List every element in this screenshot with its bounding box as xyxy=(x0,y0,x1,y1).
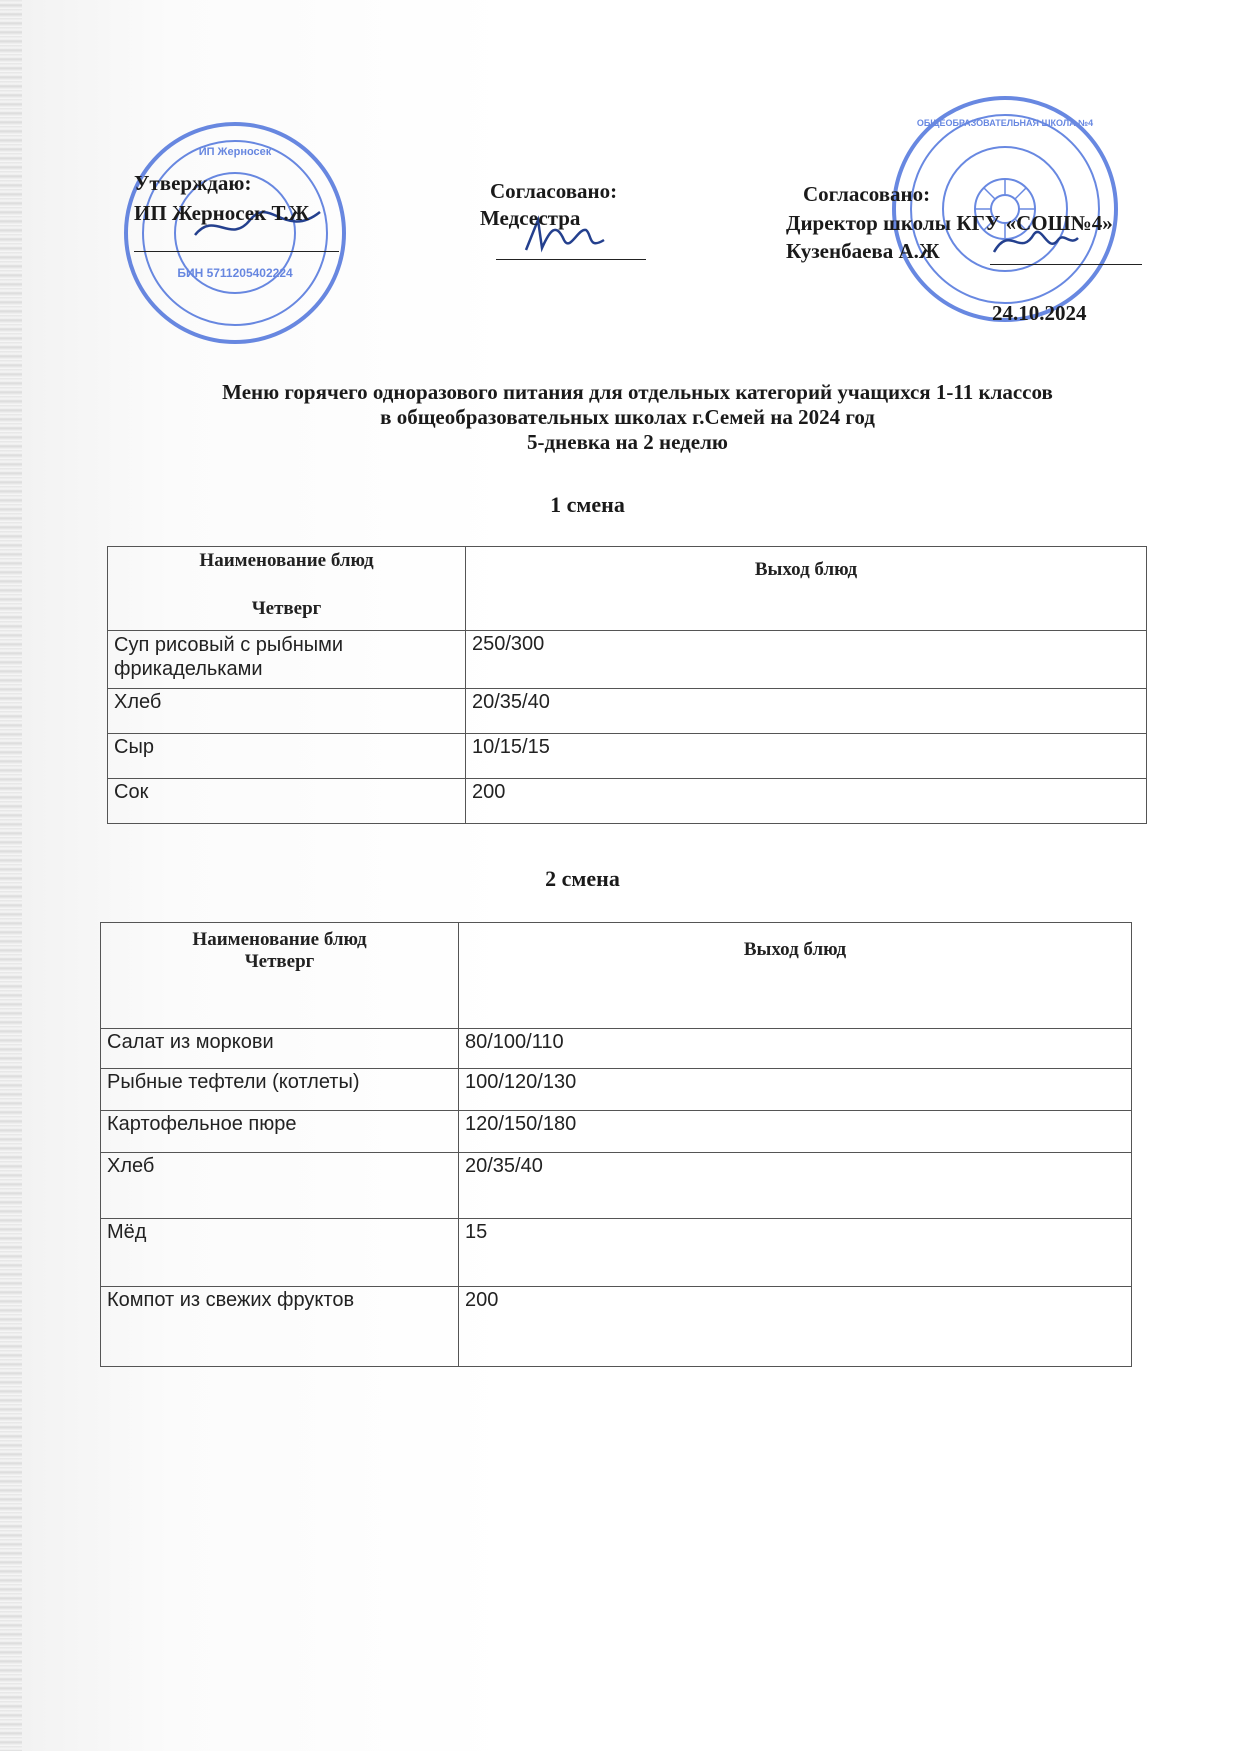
approval-left-signature-line xyxy=(134,251,339,252)
shift1-heading: 1 смена xyxy=(550,492,625,517)
left-stamp-name: ИП Жерносек xyxy=(198,146,272,158)
table-header-row xyxy=(101,923,1132,1029)
portion-header-label: Выход блюд xyxy=(743,939,847,960)
dish-name: Хлеб xyxy=(108,689,466,734)
portion: 15 xyxy=(459,1219,1132,1287)
dish-name: Суп рисовый с рыбными фрикадельками xyxy=(108,631,466,689)
portion: 200 xyxy=(466,779,1147,824)
approval-middle-heading: Согласовано: xyxy=(490,179,618,203)
dish-name: Рыбные тефтели (котлеты) xyxy=(101,1069,459,1111)
dish-name-header xyxy=(108,547,466,631)
menu-title-line3: 5-дневка на 2 неделю xyxy=(527,430,728,454)
table-row xyxy=(101,1153,1132,1219)
approval-middle-signature-line xyxy=(496,259,646,260)
portion: 120/150/180 xyxy=(459,1111,1132,1153)
table-row xyxy=(108,631,1147,689)
shift2-table xyxy=(100,922,1132,1367)
right-stamp xyxy=(892,96,1118,322)
dish-name: Салат из моркови xyxy=(101,1029,459,1069)
dish-name-header-label: Наименование блюд xyxy=(199,550,374,571)
dish-name: Сыр xyxy=(108,734,466,779)
table-row xyxy=(108,689,1147,734)
table-row xyxy=(101,1069,1132,1111)
portion: 80/100/110 xyxy=(459,1029,1132,1069)
left-stamp-number: БИН 5711205402224 xyxy=(177,266,293,280)
approval-middle-role: Медсестра xyxy=(480,206,581,230)
dish-name: Сок xyxy=(108,779,466,824)
portion-header-label: Выход блюд xyxy=(754,559,858,580)
approval-right-signature-line xyxy=(990,264,1142,265)
portion: 20/35/40 xyxy=(459,1153,1132,1219)
table-row xyxy=(101,1287,1132,1367)
approval-right-heading: Согласовано: xyxy=(803,182,931,206)
shift1-table xyxy=(107,546,1147,824)
table-row xyxy=(101,1219,1132,1287)
table-row xyxy=(108,779,1147,824)
approval-right-role: Директор школы КГУ «СОШ№4» xyxy=(786,211,1113,235)
portion: 200 xyxy=(459,1287,1132,1367)
portion: 250/300 xyxy=(466,631,1147,689)
approval-left-heading: Утверждаю: xyxy=(134,171,252,195)
dish-name: Мёд xyxy=(101,1219,459,1287)
dish-name: Компот из свежих фруктов xyxy=(101,1287,459,1367)
shift2-heading: 2 смена xyxy=(545,866,620,891)
dish-name: Картофельное пюре xyxy=(101,1111,459,1153)
portion-header xyxy=(459,923,1132,1029)
menu-title-line2: в общеобразовательных школах г.Семей на 2024 год xyxy=(380,405,875,429)
approval-left-name: ИП Жерносек Т.Ж xyxy=(134,201,310,225)
table-row xyxy=(101,1111,1132,1153)
right-stamp-name: ОБЩЕОБРАЗОВАТЕЛЬНАЯ ШКОЛА №4 xyxy=(916,118,1094,128)
table-row xyxy=(101,1029,1132,1069)
day-label: Четверг xyxy=(251,598,322,619)
day-label: Четверг xyxy=(244,951,315,972)
dish-name: Хлеб xyxy=(101,1153,459,1219)
dish-name-header xyxy=(101,923,459,1029)
table-header-row xyxy=(108,547,1147,631)
menu-title-line1: Меню горячего одноразового питания для отдельных категорий учащихся 1-11 классов xyxy=(222,380,1053,404)
approval-date: 24.10.2024 xyxy=(992,301,1087,325)
portion: 10/15/15 xyxy=(466,734,1147,779)
table-row xyxy=(108,734,1147,779)
approval-right-name: Кузенбаева А.Ж xyxy=(786,239,940,263)
portion: 20/35/40 xyxy=(466,689,1147,734)
portion-header xyxy=(466,547,1147,631)
dish-name-header-label: Наименование блюд xyxy=(192,929,367,950)
portion: 100/120/130 xyxy=(459,1069,1132,1111)
